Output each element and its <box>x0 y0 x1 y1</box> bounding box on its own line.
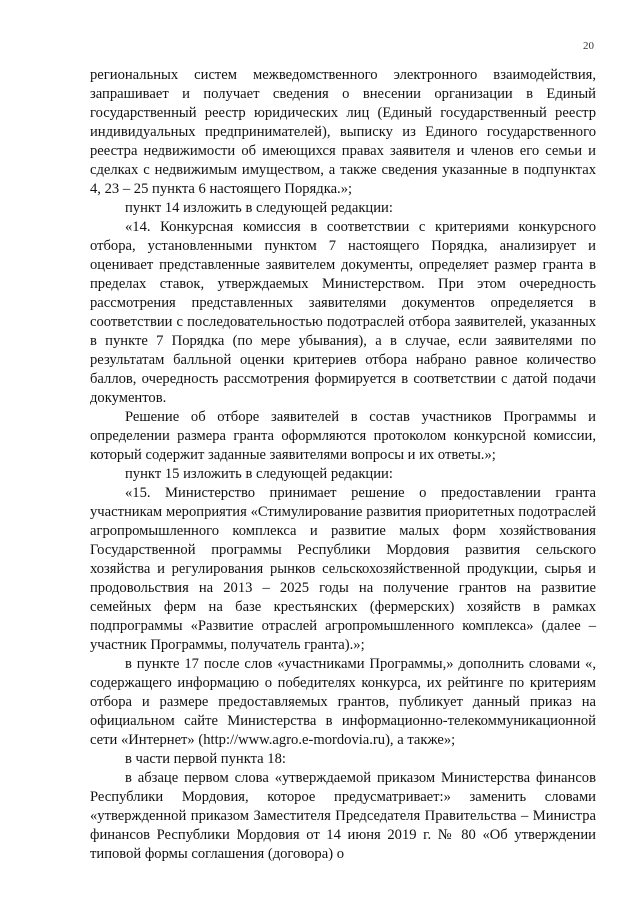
page-number: 20 <box>583 40 594 52</box>
paragraph-continuation: региональных систем межведомственного электронного взаимодействия, запрашивает и получает сведения о внесении организации в Единый государственный реестр юридических лиц (Единый государственный реестр индивидуальных предпринимателей), выписку из Единого государственного реестра недвижимости об имеющихся правах заявителя и членов его семьи и сделках с недвижимым имуществом, а также сведения указанные в подпунктах 4, 23 – 25 пункта 6 настоящего Порядка.»; <box>90 67 596 197</box>
paragraph-item-17: в пункте 17 после слов «участниками Программы,» дополнить словами «, содержащего информацию о победителях конкурса, их рейтинге по критериям отбора и размере предоставляемых грантов, публикует данный приказ на официальном сайте Министерства в информационно-телекоммуникационной сети «Интернет» (http://www.agro.e-mordovia.ru), а также»; <box>90 656 596 748</box>
paragraph-item-14-text: «14. Конкурсная комиссия в соответствии с критериями конкурсного отбора, установленными пунктом 7 настоящего Порядка, анализирует и оценивает представленные заявителем документы, определяет размер гранта в пределах ставок, утверждаемых Министерством. При этом очередность рассмотрения представленных заявителями документов определяется в соответствии с последовательностью подотраслей отбора заявителей, указанных в пункте 7 Порядка (по мере убывания), а в случае, если заявителями по результатам балльной оценки критериев отбора набрано равное количество баллов, очередность рассмотрения формируется в соответствии с датой подачи документов. <box>90 219 596 406</box>
document-body <box>90 66 596 864</box>
paragraph-item-14-intro: пункт 14 изложить в следующей редакции: <box>125 200 393 216</box>
paragraph-item-15-text: «15. Министерство принимает решение о предоставлении гранта участникам мероприятия «Стимулирование развития приоритетных подотраслей агропромышленного комплекса и развитие малых форм хозяйствования Государственной программы Республики Мордовия развития сельского хозяйства и регулирования рынков сельскохозяйственной продукции, сырья и продовольствия на 2013 – 2025 годы на получение грантов на развитие семейных ферм на базе крестьянских (фермерских) хозяйств в рамках подпрограммы «Развитие отраслей агропромышленного комплекса» (далее – участник Программы, получатель гранта).»; <box>90 485 596 653</box>
paragraph-item-18-first: в абзаце первом слова «утверждаемой приказом Министерства финансов Республики Мордовия, которое предусматривает:» заменить словами «утвержденной приказом Заместителя Председателя Правительства – Министра финансов Республики Мордовия от 14 июня 2019 г. № 80 «Об утверждении типовой формы соглашения (договора) о <box>90 770 596 862</box>
paragraph-selection-decision: Решение об отборе заявителей в состав участников Программы и определении размера гранта оформляются протоколом конкурсной комиссии, который содержит заданные заявителями вопросы и их ответы.»; <box>90 409 596 463</box>
paragraph-item-15-intro: пункт 15 изложить в следующей редакции: <box>125 466 393 482</box>
paragraph-item-18-intro: в части первой пункта 18: <box>125 751 286 767</box>
